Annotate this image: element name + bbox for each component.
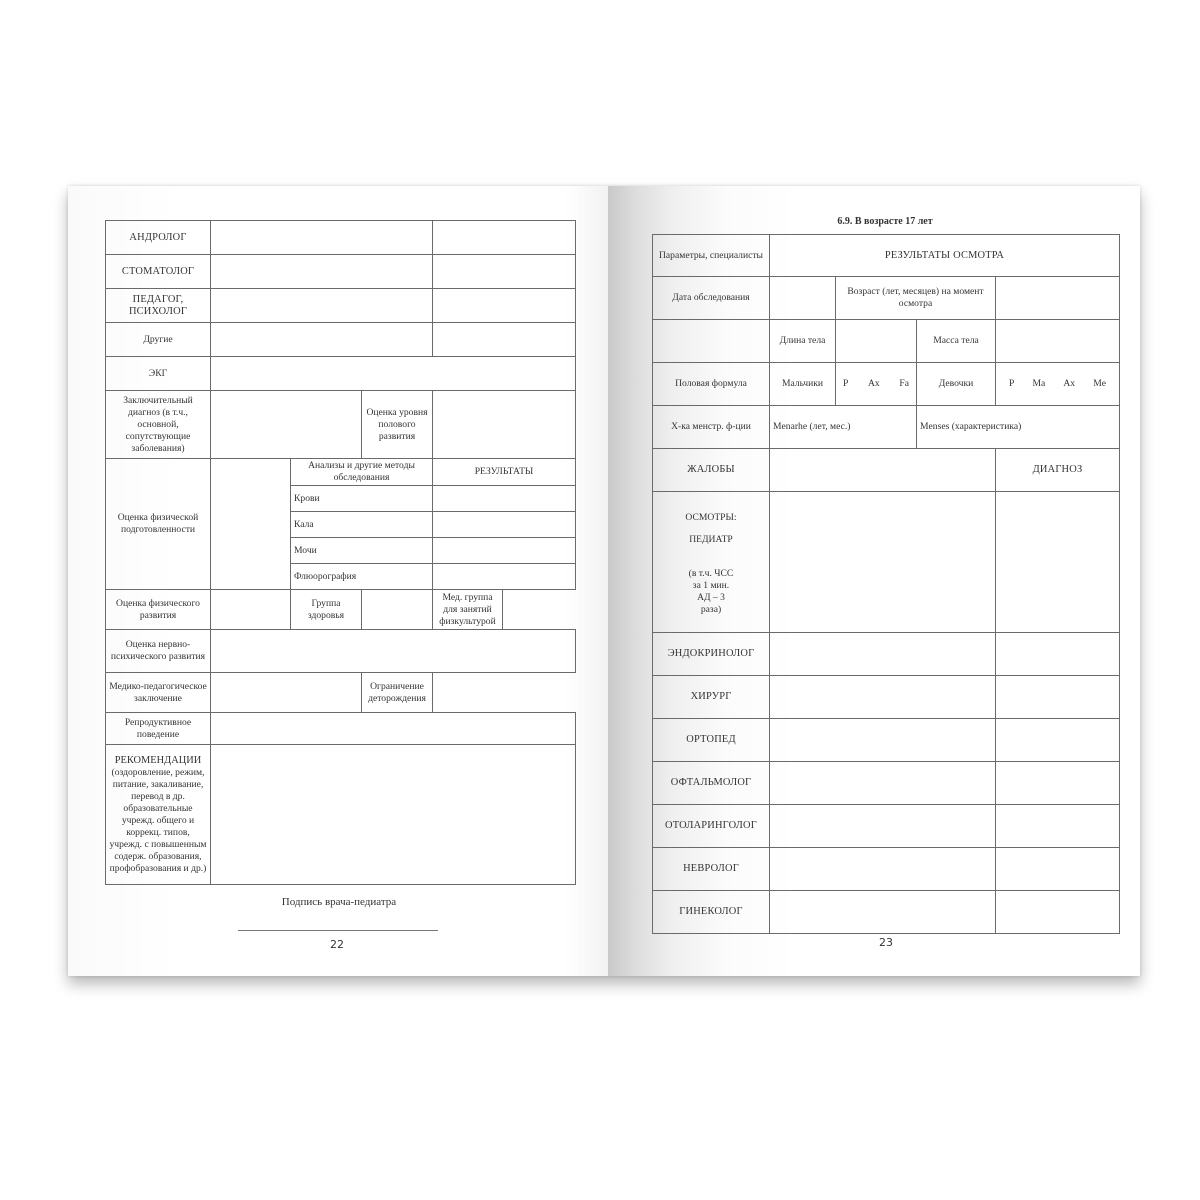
right-form-table xyxy=(652,234,1120,934)
height-field[interactable] xyxy=(836,320,917,363)
reproductive-field[interactable] xyxy=(211,713,576,745)
pediatrician-note: (в т.ч. ЧСС за 1 мин. АД – 3 раза) xyxy=(688,568,734,615)
gynecologist-diagnosis[interactable] xyxy=(996,891,1120,934)
pediatrician-diagnosis[interactable] xyxy=(996,492,1120,633)
reproductive-label: Репродуктивное поведение xyxy=(106,713,211,745)
pediatrician-title: ПЕДИАТР xyxy=(689,534,733,545)
ent-label: ОТОЛАРИНГОЛОГ xyxy=(653,805,770,848)
health-group-field[interactable] xyxy=(362,590,433,630)
diagnosis-label: ДИАГНОЗ xyxy=(996,449,1120,492)
neurologist-label: НЕВРОЛОГ xyxy=(653,848,770,891)
results-label: РЕЗУЛЬТАТЫ ОСМОТРА xyxy=(770,235,1120,277)
boys-p: P xyxy=(843,378,849,389)
teacher-psych-field-2[interactable] xyxy=(433,289,576,323)
pediatrician-field[interactable] xyxy=(770,492,996,633)
left-form-table xyxy=(105,220,576,885)
boys-formula[interactable] xyxy=(836,363,917,406)
andrologist-label: АНДРОЛОГ xyxy=(106,221,211,255)
phys-dev-label: Оценка физического развития xyxy=(106,590,211,630)
girls-label: Девочки xyxy=(917,363,996,406)
surgeon-label: ХИРУРГ xyxy=(653,676,770,719)
height-label: Длина тела xyxy=(770,320,836,363)
params-label: Параметры, специалисты xyxy=(653,235,770,277)
age-label: Возраст (лет, месяцев) на момент осмотра xyxy=(836,277,996,320)
weight-field[interactable] xyxy=(996,320,1120,363)
neuro-psych-field[interactable] xyxy=(211,630,576,673)
ecg-field[interactable] xyxy=(211,357,576,391)
andrologist-field-2[interactable] xyxy=(433,221,576,255)
ophthalmologist-label: ОФТАЛЬМОЛОГ xyxy=(653,762,770,805)
fluoro-field[interactable] xyxy=(433,564,576,590)
complaints-field[interactable] xyxy=(770,449,996,492)
others-field[interactable] xyxy=(211,323,433,357)
ent-diagnosis[interactable] xyxy=(996,805,1120,848)
boys-fa: Fa xyxy=(899,378,909,389)
girls-formula[interactable] xyxy=(996,363,1120,406)
ophthalmologist-diagnosis[interactable] xyxy=(996,762,1120,805)
open-booklet xyxy=(68,186,1140,976)
page-number-22: 22 xyxy=(330,938,344,951)
recommendations-title: РЕКОМЕНДАЦИИ xyxy=(114,754,202,766)
tests-header: Анализы и другие методы обследования xyxy=(291,459,433,486)
signature-line[interactable] xyxy=(238,930,438,931)
andrologist-field[interactable] xyxy=(211,221,433,255)
neurologist-diagnosis[interactable] xyxy=(996,848,1120,891)
phys-dev-field[interactable] xyxy=(211,590,291,630)
recommendations-text: (оздоровление, режим, питание, закаливание, перевод в др. образовательные учрежд. общего и коррекц. типов, учрежд. с повышенным содерж. образования, профобразования и др.) xyxy=(109,766,207,874)
final-diagnosis-label: Заключительный диагноз (в т.ч., основной, сопутствующие заболевания) xyxy=(106,391,211,459)
ent-field[interactable] xyxy=(770,805,996,848)
fluoro-label: Флюорография xyxy=(291,564,433,590)
page-22 xyxy=(68,186,608,976)
boys-ax: Ax xyxy=(868,378,880,389)
orthopedist-field[interactable] xyxy=(770,719,996,762)
exam-date-label: Дата обследования xyxy=(653,277,770,320)
complaints-label: ЖАЛОБЫ xyxy=(653,449,770,492)
gynecologist-label: ГИНЕКОЛОГ xyxy=(653,891,770,934)
med-ped-field[interactable] xyxy=(211,673,362,713)
feces-label: Кала xyxy=(291,512,433,538)
recommendations-label xyxy=(106,745,211,885)
page-number-23: 23 xyxy=(879,936,893,949)
med-group-label: Мед. группа для занятий физкультурой xyxy=(433,590,503,630)
exams-title: ОСМОТРЫ: xyxy=(685,512,737,523)
weight-label: Масса тела xyxy=(917,320,996,363)
results-header: РЕЗУЛЬТАТЫ xyxy=(433,459,576,486)
recommendations-field[interactable] xyxy=(211,745,576,885)
sexual-dev-label: Оценка уровня полового развития xyxy=(362,391,433,459)
anthropometry-blank xyxy=(653,320,770,363)
others-field-2[interactable] xyxy=(433,323,576,357)
signature-label: Подпись врача-педиатра xyxy=(281,896,397,908)
girls-p: P xyxy=(1009,378,1015,389)
urine-label: Мочи xyxy=(291,538,433,564)
sex-formula-label: Половая формула xyxy=(653,363,770,406)
final-diagnosis-field[interactable] xyxy=(211,391,362,459)
sexual-dev-field[interactable] xyxy=(433,391,576,459)
dentist-label: СТОМАТОЛОГ xyxy=(106,255,211,289)
ophthalmologist-field[interactable] xyxy=(770,762,996,805)
menstr-label: Х-ка менстр. ф-ции xyxy=(653,406,770,449)
teacher-psych-field[interactable] xyxy=(211,289,433,323)
med-group-blank xyxy=(503,590,576,630)
blood-label: Крови xyxy=(291,486,433,512)
surgeon-diagnosis[interactable] xyxy=(996,676,1120,719)
menses-field[interactable]: Menses (характеристика) xyxy=(917,406,1120,449)
menarhe-field[interactable]: Menarhe (лет, мес.) xyxy=(770,406,917,449)
girls-me: Me xyxy=(1093,378,1106,389)
girls-ax: Ax xyxy=(1063,378,1076,389)
endocrinologist-diagnosis[interactable] xyxy=(996,633,1120,676)
boys-label: Мальчики xyxy=(770,363,836,406)
gynecologist-field[interactable] xyxy=(770,891,996,934)
surgeon-field[interactable] xyxy=(770,676,996,719)
age-field[interactable] xyxy=(996,277,1120,320)
feces-field[interactable] xyxy=(433,512,576,538)
urine-field[interactable] xyxy=(433,538,576,564)
fitness-label: Оценка физической подготовленности xyxy=(106,459,211,590)
page-23 xyxy=(608,186,1140,976)
dentist-field[interactable] xyxy=(211,255,433,289)
neurologist-field[interactable] xyxy=(770,848,996,891)
others-label: Другие xyxy=(106,323,211,357)
pediatrician-label xyxy=(653,492,770,633)
orthopedist-label: ОРТОПЕД xyxy=(653,719,770,762)
girls-ma: Ma xyxy=(1032,378,1046,389)
dentist-field-2[interactable] xyxy=(433,255,576,289)
endocrinologist-label: ЭНДОКРИНОЛОГ xyxy=(653,633,770,676)
ecg-label: ЭКГ xyxy=(106,357,211,391)
neuro-psych-label: Оценка нервно-психического развития xyxy=(106,630,211,673)
endocrinologist-field[interactable] xyxy=(770,633,996,676)
exam-date-field[interactable] xyxy=(770,277,836,320)
health-group-label: Группа здоровья xyxy=(291,590,362,630)
childbirth-field[interactable] xyxy=(433,673,576,713)
section-title: 6.9. В возрасте 17 лет xyxy=(837,216,933,227)
blood-field[interactable] xyxy=(433,486,576,512)
fitness-field[interactable] xyxy=(211,459,291,590)
teacher-psych-label: ПЕДАГОГ, ПСИХОЛОГ xyxy=(106,289,211,323)
childbirth-label: Ограничение деторождения xyxy=(362,673,433,713)
orthopedist-diagnosis[interactable] xyxy=(996,719,1120,762)
med-ped-label: Медико-педагогическое заключение xyxy=(106,673,211,713)
